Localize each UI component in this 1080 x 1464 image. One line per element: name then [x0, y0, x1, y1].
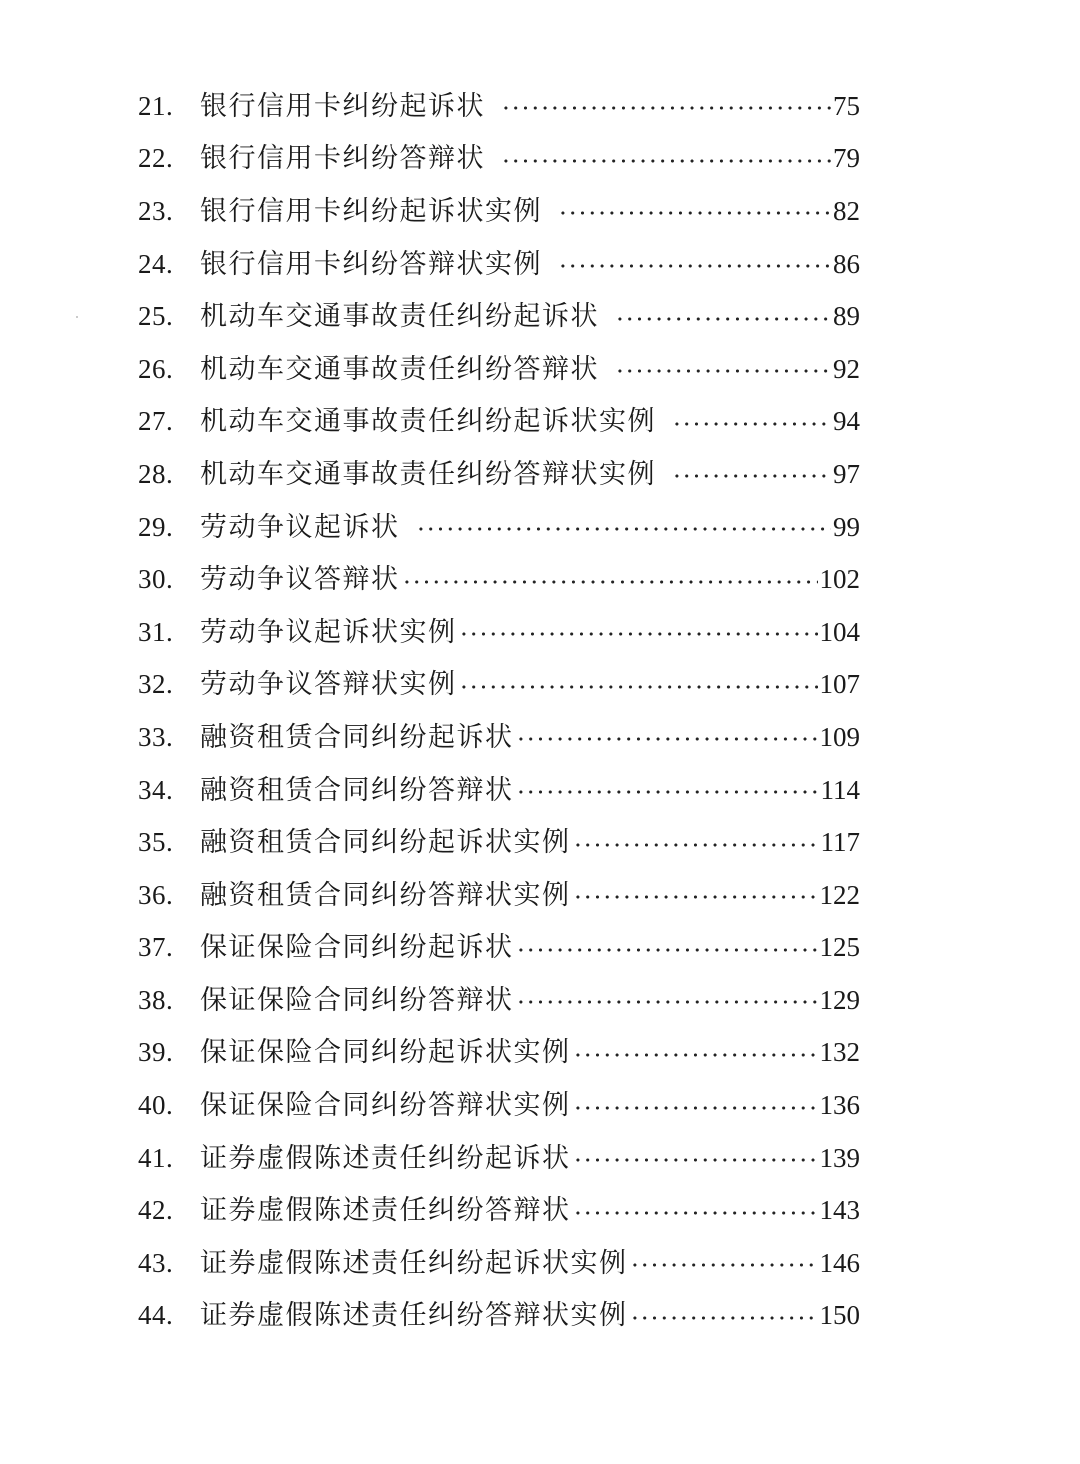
toc-entry-page-number: 109 [819, 721, 860, 752]
toc-entry [138, 869, 860, 922]
toc-entry-page-number: 132 [819, 1037, 860, 1068]
toc-dot-leader [501, 106, 831, 110]
toc-entry-page-number: 139 [819, 1142, 860, 1173]
toc-dot-leader [630, 1316, 818, 1320]
toc-entry [138, 553, 860, 606]
toc-dot-leader [459, 632, 818, 636]
toc-entry-page-number: 143 [819, 1195, 860, 1226]
toc-entry-title: 保证保险合同纠纷起诉状 [200, 932, 514, 964]
toc-entry-number: 36. [138, 879, 174, 910]
toc-dot-leader [558, 264, 831, 268]
toc-entry-title: 银行信用卡纠纷起诉状 [200, 90, 485, 122]
toc-entry-title: 融资租赁合同纠纷答辩状实例 [200, 879, 571, 911]
toc-entry-title: 融资租赁合同纠纷起诉状实例 [200, 827, 571, 859]
toc-entry [138, 501, 860, 554]
toc-entry-page-number: 97 [833, 458, 860, 489]
toc-entry-title: 证券虚假陈述责任纠纷起诉状实例 [200, 1247, 628, 1279]
toc-entry-page-number: 117 [820, 827, 860, 858]
toc-dot-leader [501, 159, 831, 163]
toc-entry-page-number: 89 [833, 301, 860, 332]
toc-entry-page-number: 92 [833, 353, 860, 384]
toc-dot-leader [516, 737, 818, 741]
toc-entry-page-number: 125 [819, 932, 860, 963]
toc-entry-number: 32. [138, 669, 174, 700]
toc-entry-page-number: 122 [819, 879, 860, 910]
toc-entry-page-number: 102 [819, 564, 860, 595]
toc-dot-leader [573, 1158, 818, 1162]
toc-entry-page-number: 82 [833, 195, 860, 226]
toc-dot-leader [672, 474, 831, 478]
toc-entry-title: 劳动争议答辩状 [200, 564, 400, 596]
toc-entry [138, 185, 860, 238]
toc-entry-page-number: 104 [819, 616, 860, 647]
toc-entry [138, 764, 860, 817]
toc-entry [138, 711, 860, 764]
toc-entry [138, 1132, 860, 1185]
toc-entry-number: 23. [138, 195, 174, 226]
toc-entry [138, 343, 860, 396]
toc-entry-title: 保证保险合同纠纷起诉状实例 [200, 1037, 571, 1069]
toc-entry-title: 证券虚假陈述责任纠纷答辩状 [200, 1195, 571, 1227]
toc-entry-title: 融资租赁合同纠纷起诉状 [200, 721, 514, 753]
toc-entry-number: 39. [138, 1037, 174, 1068]
toc-entry-title: 机动车交通事故责任纠纷答辩状 [200, 353, 599, 385]
toc-entry [138, 1079, 860, 1132]
toc-entry [138, 659, 860, 712]
toc-entry-title: 证券虚假陈述责任纠纷起诉状 [200, 1142, 571, 1174]
toc-entry-number: 24. [138, 248, 174, 279]
toc-entry-number: 25. [138, 301, 174, 332]
toc-dot-leader [459, 685, 818, 689]
toc-entry-number: 43. [138, 1247, 174, 1278]
toc-entry-page-number: 136 [819, 1090, 860, 1121]
scan-speck [76, 316, 78, 318]
toc-entry-title: 劳动争议起诉状实例 [200, 616, 457, 648]
toc-entry [138, 133, 860, 186]
toc-entry-number: 29. [138, 511, 174, 542]
toc-entry-number: 27. [138, 406, 174, 437]
toc-entry [138, 1290, 860, 1343]
toc-entry-title: 劳动争议答辩状实例 [200, 669, 457, 701]
toc-entry-title: 银行信用卡纠纷答辩状实例 [200, 248, 542, 280]
toc-entry [138, 606, 860, 659]
toc-entry-page-number: 114 [820, 774, 860, 805]
toc-entry-title: 机动车交通事故责任纠纷起诉状实例 [200, 406, 656, 438]
toc-entry-title: 保证保险合同纠纷答辩状 [200, 984, 514, 1016]
toc-entry-number: 42. [138, 1195, 174, 1226]
toc-entry [138, 974, 860, 1027]
toc-entry-page-number: 86 [833, 248, 860, 279]
toc-entry-title: 银行信用卡纠纷起诉状实例 [200, 195, 542, 227]
toc-entry-number: 40. [138, 1090, 174, 1121]
toc-dot-leader [402, 580, 818, 584]
toc-entry-title: 保证保险合同纠纷答辩状实例 [200, 1090, 571, 1122]
toc-entry-page-number: 150 [819, 1300, 860, 1331]
toc-entry [138, 396, 860, 449]
toc-dot-leader [573, 1211, 818, 1215]
toc-entry-number: 37. [138, 932, 174, 963]
toc-entry-title: 银行信用卡纠纷答辩状 [200, 143, 485, 175]
toc-entry-number: 26. [138, 353, 174, 384]
toc-dot-leader [573, 895, 818, 899]
toc-entry-number: 21. [138, 90, 174, 121]
toc-entry-page-number: 99 [833, 511, 860, 542]
toc-entry-title: 机动车交通事故责任纠纷起诉状 [200, 301, 599, 333]
toc-dot-leader [558, 211, 831, 215]
toc-entry-number: 33. [138, 721, 174, 752]
toc-entry-page-number: 146 [819, 1247, 860, 1278]
toc-entry-title: 机动车交通事故责任纠纷答辩状实例 [200, 458, 656, 490]
toc-entry-number: 44. [138, 1300, 174, 1331]
toc-entry-number: 31. [138, 616, 174, 647]
toc-dot-leader [615, 317, 831, 321]
toc-entry [138, 80, 860, 133]
table-of-contents [138, 80, 860, 1342]
toc-entry-page-number: 75 [833, 90, 860, 121]
toc-entry-number: 35. [138, 827, 174, 858]
toc-dot-leader [615, 369, 831, 373]
toc-entry-number: 28. [138, 458, 174, 489]
toc-dot-leader [672, 422, 831, 426]
toc-dot-leader [516, 790, 819, 794]
toc-dot-leader [630, 1263, 818, 1267]
toc-entry-page-number: 129 [819, 984, 860, 1015]
toc-entry-page-number: 107 [819, 669, 860, 700]
toc-dot-leader [516, 948, 818, 952]
toc-entry [138, 922, 860, 975]
toc-entry [138, 816, 860, 869]
toc-dot-leader [573, 1053, 818, 1057]
toc-dot-leader [573, 843, 819, 847]
toc-dot-leader [516, 1000, 818, 1004]
toc-entry-page-number: 94 [833, 406, 860, 437]
toc-entry-number: 38. [138, 984, 174, 1015]
toc-entry-number: 22. [138, 143, 174, 174]
toc-entry [138, 290, 860, 343]
toc-entry [138, 1027, 860, 1080]
toc-entry [138, 1237, 860, 1290]
toc-entry-number: 41. [138, 1142, 174, 1173]
toc-entry-page-number: 79 [833, 143, 860, 174]
toc-entry-title: 证券虚假陈述责任纠纷答辩状实例 [200, 1300, 628, 1332]
toc-dot-leader [416, 527, 832, 531]
toc-entry [138, 1184, 860, 1237]
toc-entry-title: 融资租赁合同纠纷答辩状 [200, 774, 514, 806]
toc-entry [138, 448, 860, 501]
toc-entry [138, 238, 860, 291]
toc-entry-number: 34. [138, 774, 174, 805]
toc-entry-number: 30. [138, 564, 174, 595]
toc-dot-leader [573, 1106, 818, 1110]
toc-entry-title: 劳动争议起诉状 [200, 511, 400, 543]
